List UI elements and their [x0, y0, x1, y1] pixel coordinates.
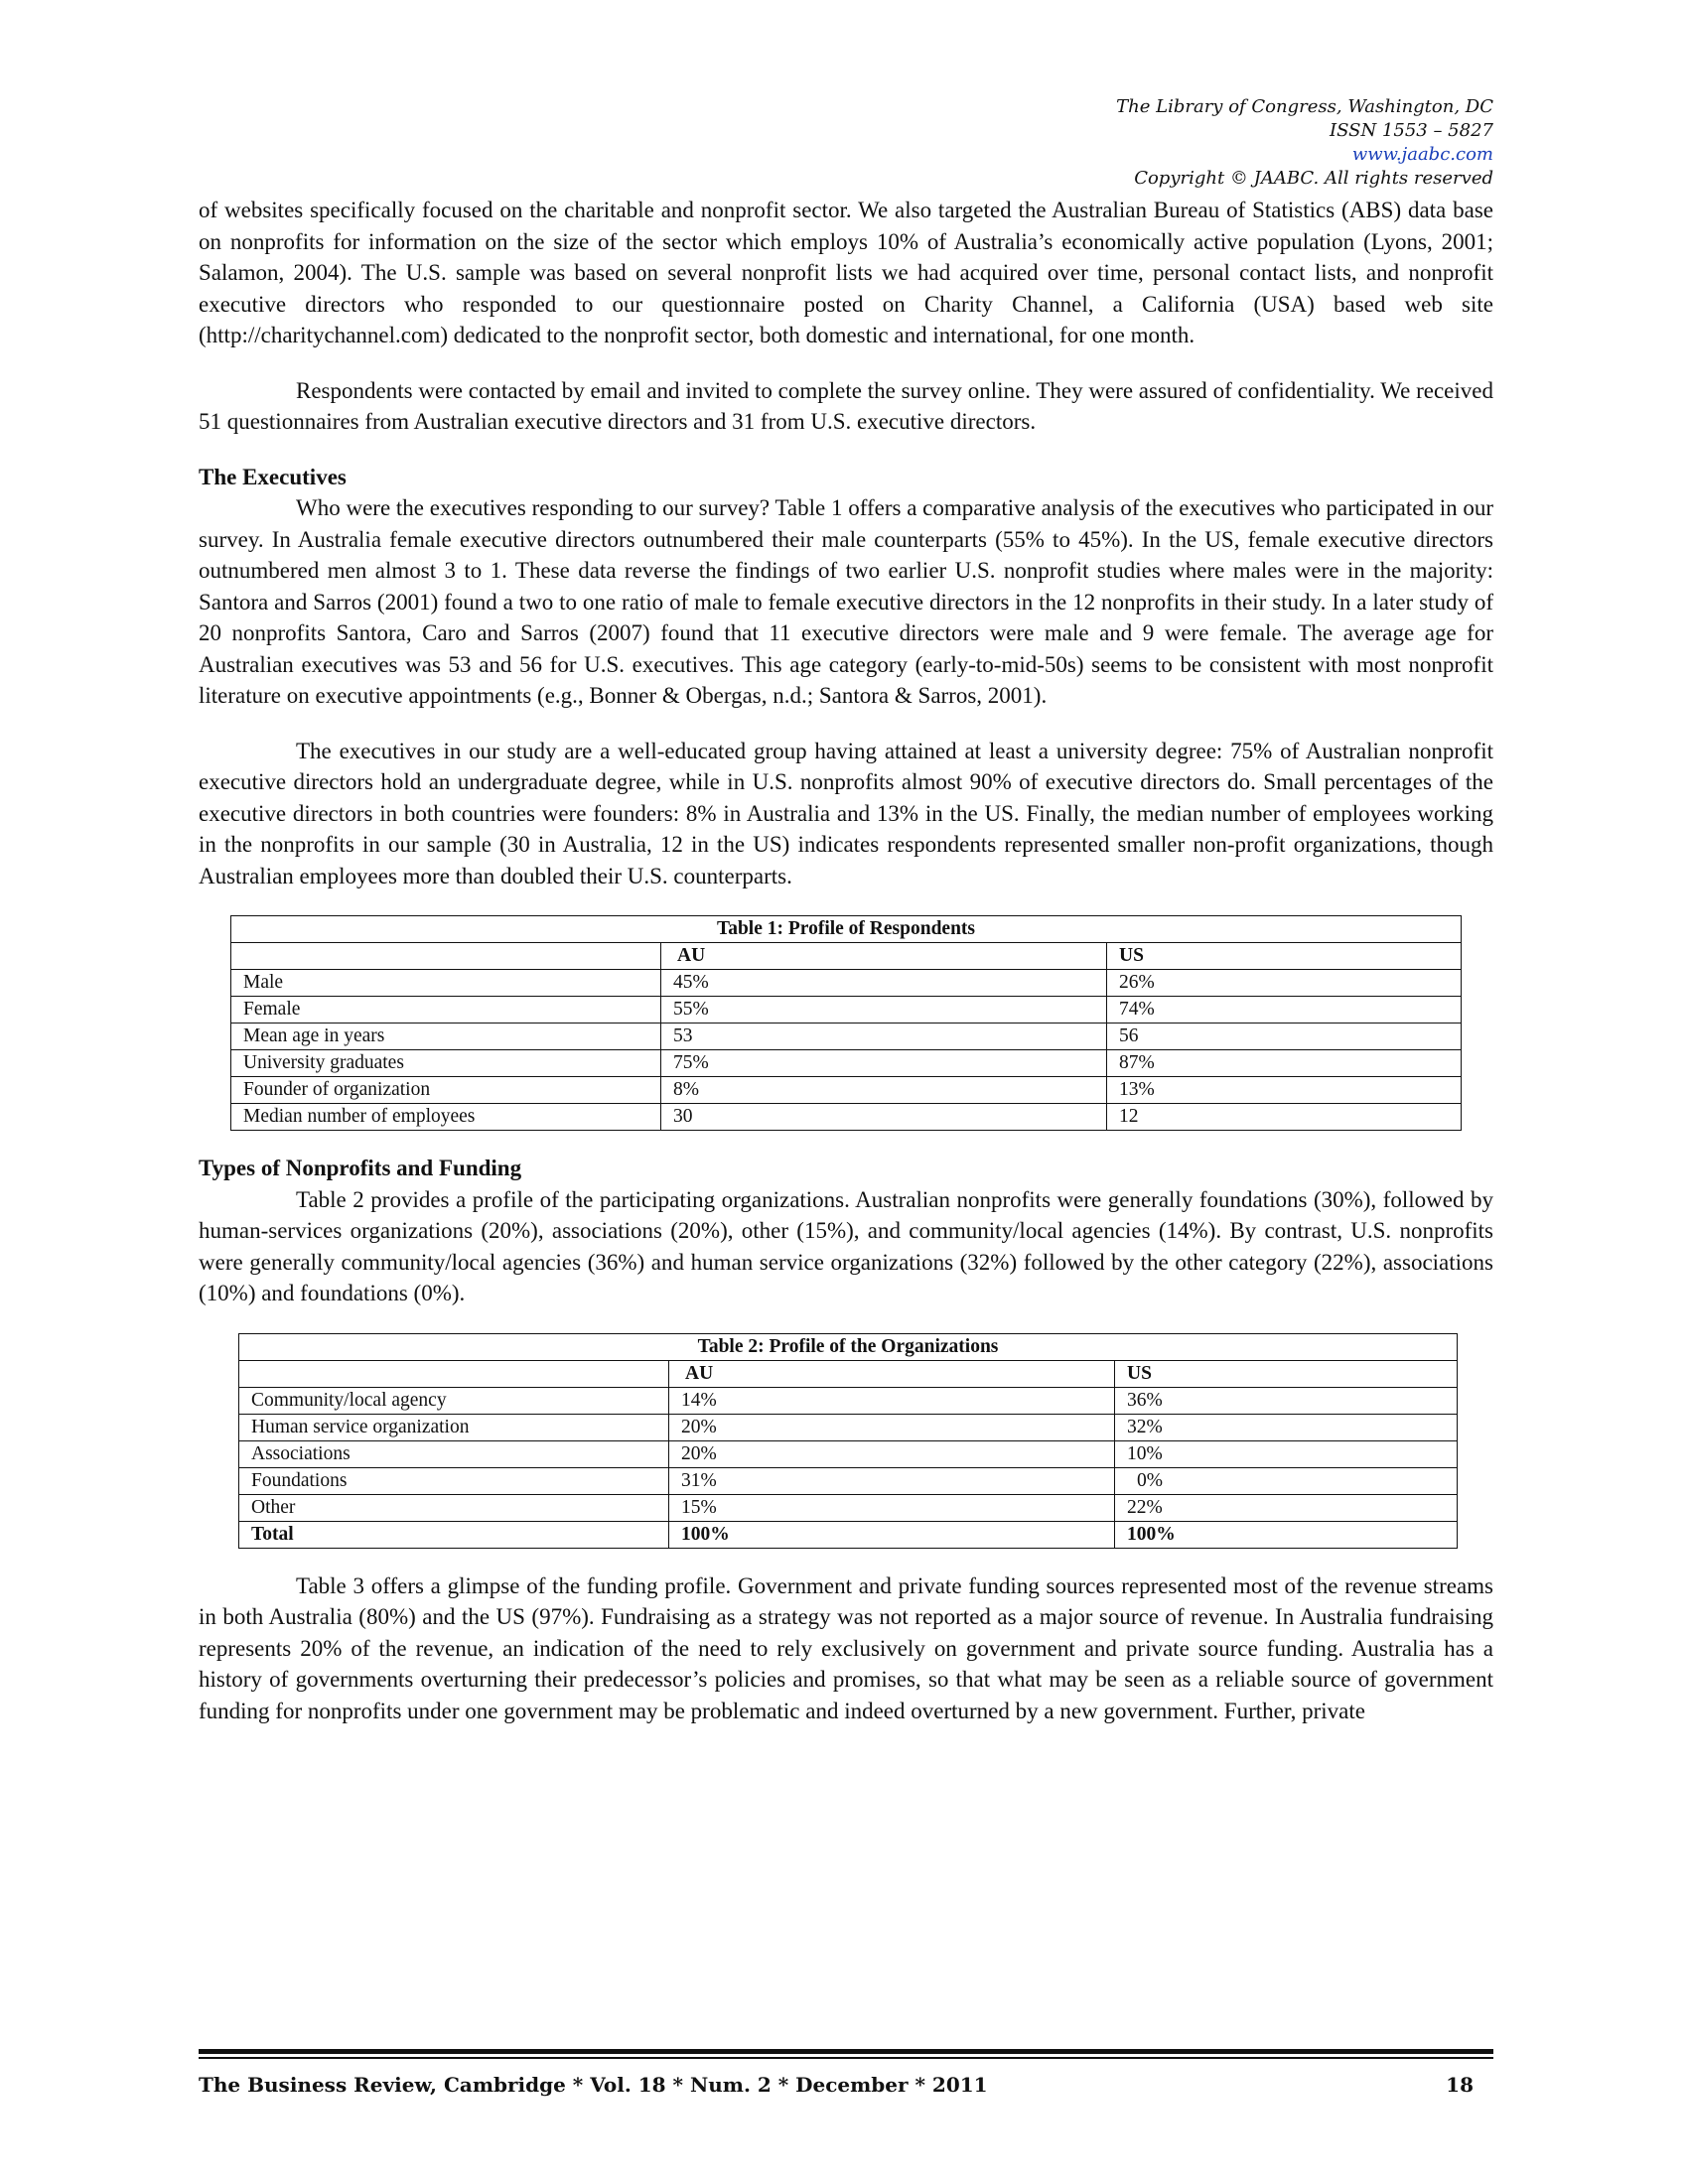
table1-cell-us: 12	[1107, 1104, 1462, 1131]
footer-rule-thin	[199, 2057, 1493, 2059]
table1-caption: Table 1: Profile of Respondents	[231, 916, 1462, 943]
table-row	[231, 1024, 1462, 1050]
table1-row-label: Female	[231, 997, 661, 1024]
paragraph-organizations: Table 2 provides a profile of the participating organizations. Australian nonprofits were generally foundations (30%), followed by human-services organizations (20%), associations (20%), other (15%), and community/local agencies (14%). By contrast, U.S. nonprofits were generally community/local agencies (36%) and human service organizations (32%) followed by the other category (22%), associations (10%) and foundations (0%).	[199, 1186, 1493, 1305]
table2-cell-us: 10%	[1115, 1440, 1458, 1467]
table1-cell-us: 13%	[1107, 1077, 1462, 1104]
header-copyright: Copyright © JAABC. All rights reserved	[1134, 168, 1493, 189]
footer-journal-citation: The Business Review, Cambridge * Vol. 18 * Num. 2 * December * 2011	[199, 2073, 988, 2097]
table2-row-label: Other	[239, 1494, 669, 1521]
table-profile-respondents	[230, 915, 1462, 1131]
table2-row-label: Community/local agency	[239, 1387, 669, 1414]
table1-cell-au: 75%	[661, 1050, 1107, 1077]
table2-cell-us: 0%	[1115, 1467, 1458, 1494]
table2-cell-au: 20%	[669, 1414, 1115, 1440]
table-row	[231, 1050, 1462, 1077]
paragraph-sample-sources: of websites specifically focused on the charitable and nonprofit sector. We also targeted the Australian Bureau of Statistics (ABS) data base on nonprofits for information on the size of the sector which employs 10% of Australia’s economically active population (Lyons, 2001; Salamon, 2004). The U.S. sample was based on several nonprofit lists we had acquired over time, personal contact lists, and nonprofit executive directors who responded to our questionnaire posted on Charity Channel, a California (USA) based web site (http://charitychannel.com) dedicated to the nonprofit sector, both domestic and international, for one month.	[199, 198, 1493, 347]
table1-cell-us: 56	[1107, 1024, 1462, 1050]
paragraph-funding: Table 3 offers a glimpse of the funding profile. Government and private funding sources represented most of the revenue streams in both Australia (80%) and the US (97%). Fundraising as a strategy was not reported as a major source of revenue. In Australia fundraising represents 20% of the revenue, an indication of the need to rely exclusively on government and private source funding. Australia has a history of governments overturning their predecessor’s policies and promises, so that what may be seen as a reliable source of government funding for nonprofits under one government may be problematic and indeed overturned by a new government. Further, private	[199, 1572, 1493, 1723]
table2-row-label: Human service organization	[239, 1414, 669, 1440]
table-row	[231, 970, 1462, 997]
table2-row-label: Associations	[239, 1440, 669, 1467]
table2-header-au: AU	[669, 1360, 1115, 1387]
table1-row-label: Founder of organization	[231, 1077, 661, 1104]
table2-cell-au: 31%	[669, 1467, 1115, 1494]
paragraph-executives: Who were the executives responding to our survey? Table 1 offers a comparative analysis of the executives who participated in our survey. In Australia female executive directors outnumbered their male counterparts (55% to 45%). In the US, female executive directors outnumbered men almost 3 to 1. These data reverse the findings of two earlier U.S. nonprofit studies where males were in the majority: Santora and Sarros (2001) found a two to one ratio of male to female executive directors in the 12 nonprofits in their study. In a later study of 20 nonprofits Santora, Caro and Sarros (2007) found that 11 executive directors were male and 9 were female. The average age for Australian executives was 53 and 56 for U.S. executives. This age category (early-to-mid-50s) seems to be consistent with most nonprofit literature on executive appointments (e.g., Bonner & Obergas, n.d.; Santora & Sarros, 2001).	[199, 495, 1493, 708]
table1-cell-us: 26%	[1107, 970, 1462, 997]
table1-header-blank	[231, 943, 661, 970]
table1-row-label: University graduates	[231, 1050, 661, 1077]
table1-header-au: AU	[661, 943, 1107, 970]
table2-cell-us: 36%	[1115, 1387, 1458, 1414]
table1-cell-au: 45%	[661, 970, 1107, 997]
table-row	[239, 1467, 1458, 1494]
table-row	[231, 1104, 1462, 1131]
table-row	[239, 1387, 1458, 1414]
table1-cell-au: 30	[661, 1104, 1107, 1131]
page-footer	[199, 2049, 1493, 2097]
header-issn: ISSN 1553 – 5827	[1330, 120, 1493, 141]
table1-header-us: US	[1107, 943, 1462, 970]
table2-total-label: Total	[239, 1521, 669, 1548]
table2-total-us: 100%	[1115, 1521, 1458, 1548]
table2-header-us: US	[1115, 1360, 1458, 1387]
table1-cell-au: 8%	[661, 1077, 1107, 1104]
table1-row-label: Median number of employees	[231, 1104, 661, 1131]
table-profile-organizations	[238, 1333, 1458, 1549]
table1-cell-au: 53	[661, 1024, 1107, 1050]
footer-page-number: 18	[1446, 2073, 1474, 2097]
running-header	[199, 95, 1493, 191]
paragraph-respondents: Respondents were contacted by email and invited to complete the survey online. They were assured of confidentiality. We received 51 questionnaires from Australian executive directors and 31 from U.S. executive directors.	[199, 377, 1493, 434]
table-row	[231, 1077, 1462, 1104]
table2-cell-us: 22%	[1115, 1494, 1458, 1521]
table-row-total	[239, 1521, 1458, 1548]
table2-header-blank	[239, 1360, 669, 1387]
table-row	[231, 997, 1462, 1024]
heading-executives: The Executives	[199, 464, 347, 489]
table1-cell-au: 55%	[661, 997, 1107, 1024]
heading-types-of-nonprofits: Types of Nonprofits and Funding	[199, 1156, 522, 1180]
page-body	[199, 95, 1493, 1750]
table1-cell-us: 87%	[1107, 1050, 1462, 1077]
table-row	[239, 1494, 1458, 1521]
table2-cell-au: 15%	[669, 1494, 1115, 1521]
table1-row-label: Male	[231, 970, 661, 997]
header-library: The Library of Congress, Washington, DC	[1116, 96, 1493, 117]
table1-cell-us: 74%	[1107, 997, 1462, 1024]
table2-total-au: 100%	[669, 1521, 1115, 1548]
table1-row-label: Mean age in years	[231, 1024, 661, 1050]
header-url-link[interactable]: www.jaabc.com	[1351, 144, 1493, 165]
table2-caption: Table 2: Profile of the Organizations	[239, 1333, 1458, 1360]
table-row	[239, 1414, 1458, 1440]
table2-cell-au: 14%	[669, 1387, 1115, 1414]
table2-cell-au: 20%	[669, 1440, 1115, 1467]
table-row	[239, 1440, 1458, 1467]
paragraph-education: The executives in our study are a well-educated group having attained at least a university degree: 75% of Australian nonprofit executive directors hold an undergraduate degree, while in U.S. nonprofits almost 90% of executive directors do. Small percentages of the executive directors in both countries were founders: 8% in Australia and 13% in the US. Finally, the median number of employees working in the nonprofits in our sample (30 in Australia, 12 in the US) indicates respondents represented smaller non-profit organizations, though Australian employees more than doubled their U.S. counterparts.	[199, 738, 1493, 888]
footer-rule-thick	[199, 2049, 1493, 2054]
table2-row-label: Foundations	[239, 1467, 669, 1494]
table2-cell-us: 32%	[1115, 1414, 1458, 1440]
